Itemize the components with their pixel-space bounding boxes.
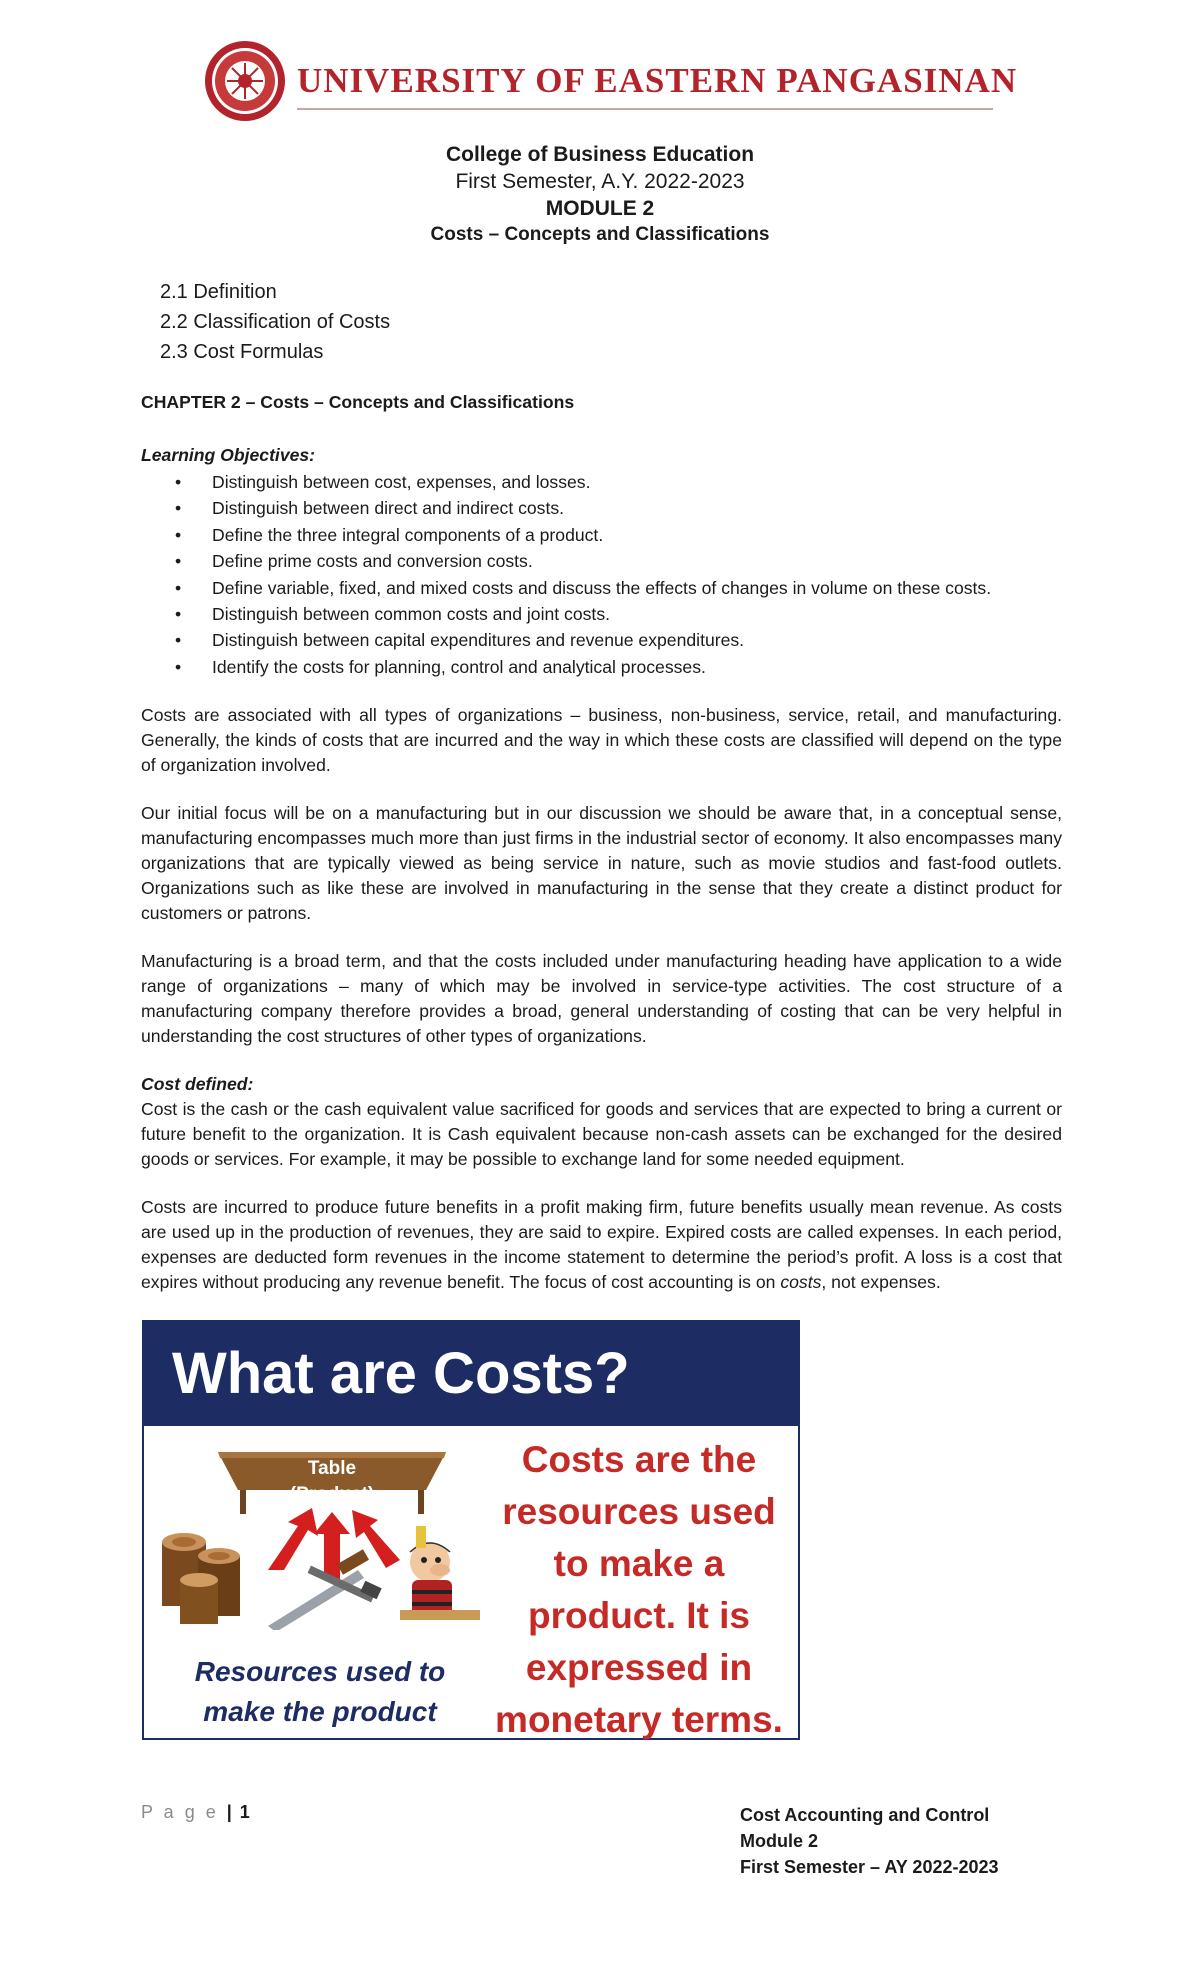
what-are-costs-graphic: [142, 1320, 800, 1740]
cost-defined-heading: Cost defined:: [141, 1074, 254, 1094]
list-item: • Distinguish between direct and indirect costs.: [175, 495, 991, 521]
paragraph: Cost is the cash or the cash equivalent value sacrificed for goods and services that are expected to bring a current or future benefit to the organization. It is Cash equivalent because non-cash assets can be exchanged for the desired goods or services. For example, it may be possible to exchange land for some needed equipment.: [141, 1099, 1062, 1169]
paragraph-text: , not expenses.: [821, 1272, 941, 1292]
page-label: P a g e: [141, 1802, 219, 1822]
table-label: Table: [307, 1458, 357, 1479]
footer-module: Module 2: [740, 1831, 819, 1851]
emphasis-text: costs: [780, 1272, 822, 1292]
list-item: • Define prime costs and conversion costs.: [175, 548, 991, 574]
product-resources-illustration: [148, 1430, 510, 1630]
list-item: • Distinguish between cost, expenses, and losses.: [175, 469, 991, 495]
wood-logs-icon: [162, 1533, 240, 1624]
learning-objectives-heading: Learning Objectives:: [141, 445, 316, 465]
university-name: UNIVERSITY OF EASTERN PANGASINAN: [297, 61, 1018, 100]
learning-objectives-list: [175, 469, 991, 680]
resources-caption: [150, 1652, 490, 1732]
footer-course: Cost Accounting and Control: [740, 1805, 990, 1825]
costs-definition-caption: Costs are the resources used to make a product. It is expressed in monetary terms.: [495, 1439, 783, 1740]
chapter-title: CHAPTER 2 – Costs – Concepts and Classifications: [141, 392, 575, 412]
paragraph: Costs are associated with all types of organizations – business, non-business, service, retail, and manufacturing. Generally, the kinds of costs that are incurred and the way in which these costs are classified will depend on the type of organization involved.: [141, 705, 1062, 775]
carpenter-icon: [400, 1526, 480, 1620]
product-label: (Product): [289, 1484, 375, 1505]
table-icon: [218, 1452, 446, 1514]
university-logo: [203, 38, 1018, 124]
graphic-banner: What are Costs?: [144, 1322, 798, 1426]
college-name: College of Business Education: [445, 143, 755, 166]
page-number: 1: [239, 1802, 250, 1822]
paragraph: [141, 1195, 1062, 1295]
module-subtitle: Costs – Concepts and Classifications: [430, 224, 770, 245]
paragraph-text: Costs are incurred to produce future benefits in a profit making firm, future benefits usually mean revenue. As costs are used up in the production of revenues, they are said to expire. Expired costs are called expenses. In each period, expenses are deducted form revenues in the income statement to determine the period’s profit. A loss is a cost that expires without producing any revenue benefit. The focus of cost accounting is on: [141, 1197, 1062, 1292]
footer-course-info: [740, 1802, 999, 1880]
semester-line: First Semester, A.Y. 2022-2023: [455, 170, 745, 193]
footer-semester: First Semester – AY 2022-2023: [740, 1857, 999, 1877]
page-footer-number: [141, 1802, 250, 1823]
toc-item: 2.2 Classification of Costs: [160, 311, 391, 333]
table-of-contents: [160, 277, 390, 367]
paragraph: Our initial focus will be on a manufacturing but in our discussion we should be aware that, in a conceptual sense, manufacturing encompasses much more than just firms in the industrial sector of economy. It also encompasses many organizations that are typically viewed as being service in nature, such as movie studios and fast-food outlets. Organizations such as like these are involved in manufacturing in the sense that they create a distinct product for customers or patrons.: [141, 803, 1062, 923]
arrow-up-icon: [268, 1508, 400, 1580]
logo-underline: [297, 108, 993, 110]
list-item: • Distinguish between common costs and joint costs.: [175, 601, 991, 627]
list-item: • Identify the costs for planning, control and analytical processes.: [175, 654, 991, 680]
list-item: • Distinguish between capital expenditures and revenue expenditures.: [175, 627, 991, 653]
caption-line: make the product: [203, 1696, 437, 1727]
module-title: MODULE 2: [545, 197, 655, 220]
list-item: • Define the three integral components of a product.: [175, 522, 991, 548]
university-seal-icon: [203, 39, 287, 123]
paragraph: Manufacturing is a broad term, and that the costs included under manufacturing heading have application to a wide range of organizations – many of which may be involved in service-type activities. The cost structure of a manufacturing company therefore provides a broad, general understanding of costing that can be very helpful in understanding the cost structures of other types of organizations.: [141, 951, 1062, 1046]
page-separator: |: [226, 1802, 232, 1822]
toc-item: 2.1 Definition: [160, 281, 277, 303]
caption-line: Resources used to: [194, 1656, 446, 1687]
list-item: • Define variable, fixed, and mixed costs and discuss the effects of changes in volume on these costs.: [175, 575, 991, 601]
toc-item: 2.3 Cost Formulas: [160, 341, 324, 363]
